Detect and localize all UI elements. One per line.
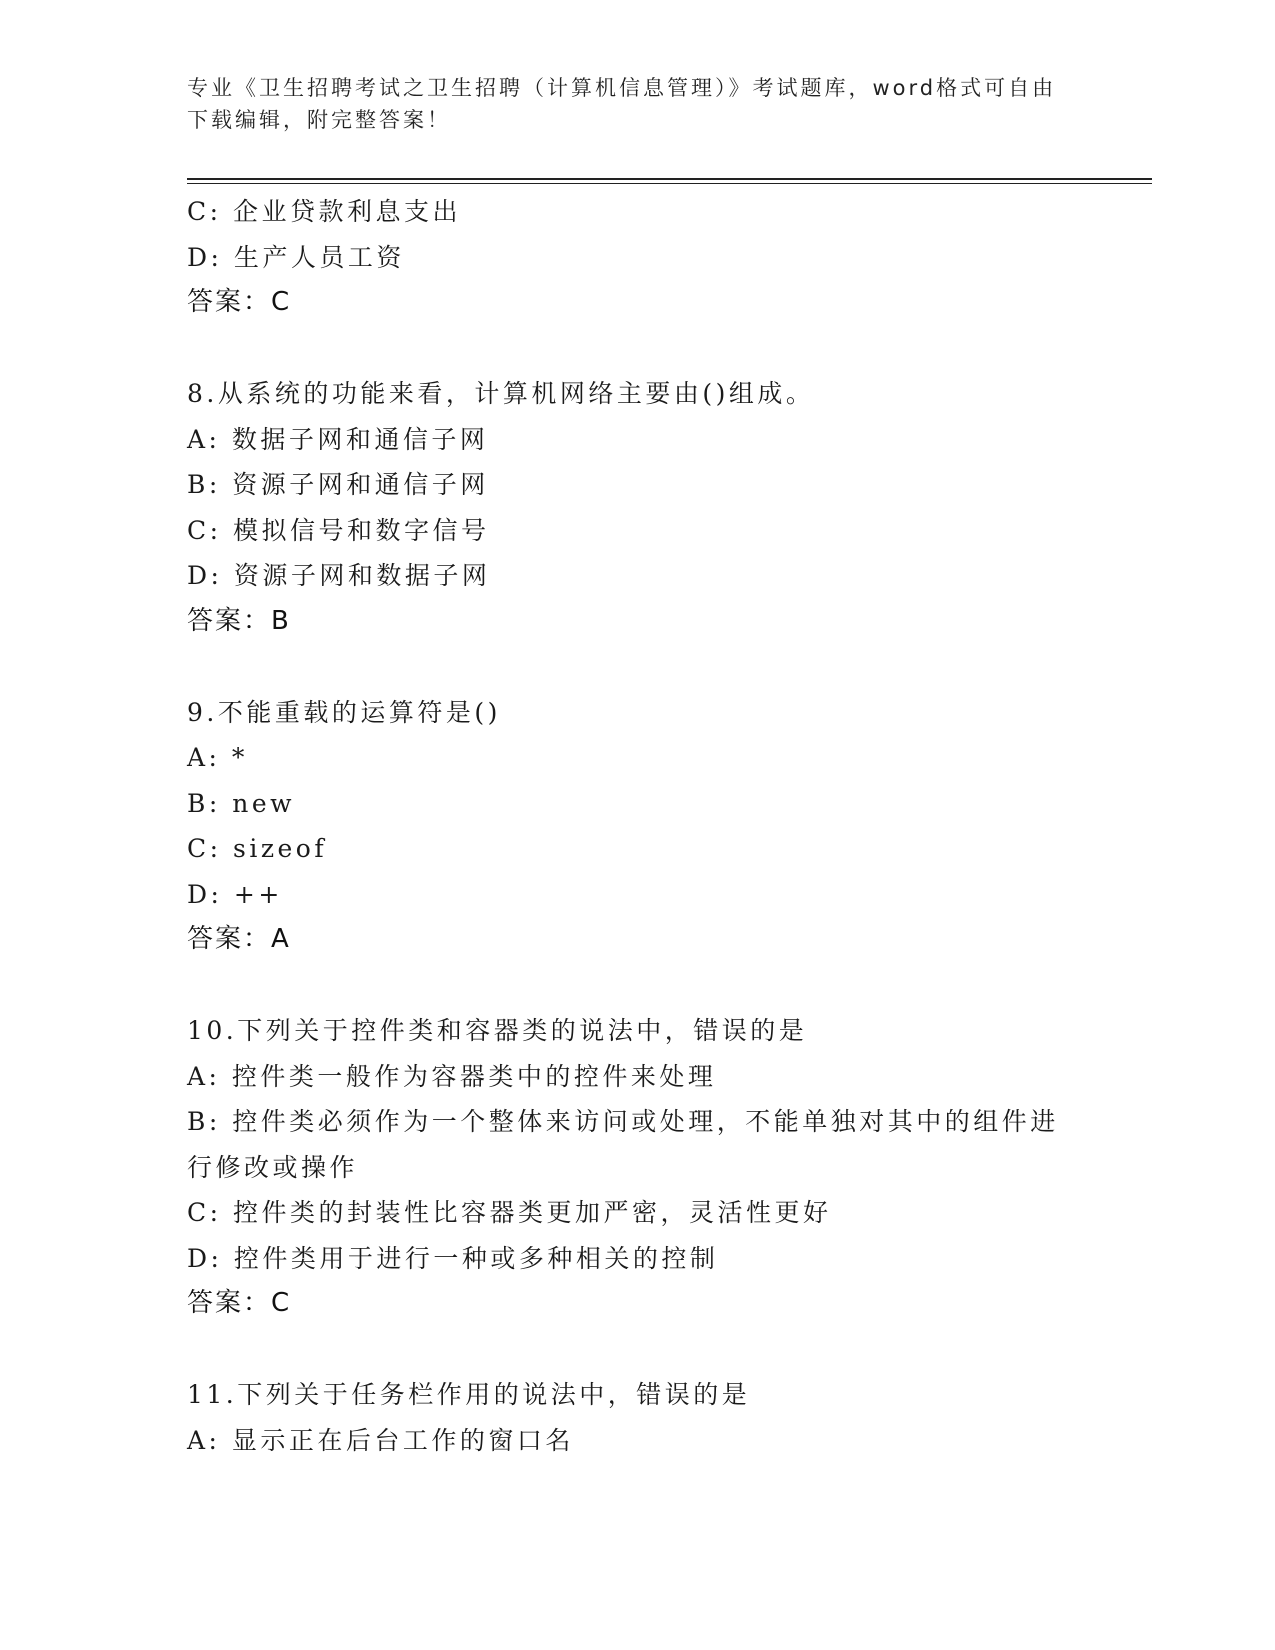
question-list — [187, 189, 1087, 1463]
option-d: D: 资源子网和数据子网 — [187, 561, 491, 590]
question-stem: 8.从系统的功能来看，计算机网络主要由()组成。 — [187, 379, 815, 408]
document-header — [187, 72, 1067, 136]
question-block-8 — [187, 371, 1087, 644]
header-intro-text: 专业《卫生招聘考试之卫生招聘（计算机信息管理）》考试题库，word格式可自由下载编辑，附完整答案！ — [187, 76, 1057, 132]
answer-text: 答案：A — [187, 924, 291, 954]
question-spacer — [187, 644, 1087, 690]
question-spacer — [187, 1327, 1087, 1373]
option-a: A: 显示正在后台工作的窗口名 — [187, 1425, 574, 1455]
option-a: A: * — [187, 743, 248, 772]
option-b: B: 资源子网和通信子网 — [187, 470, 489, 499]
option-c: C: 企业贷款利息支出 — [187, 197, 461, 226]
option-c: C: 控件类的封装性比容器类更加严密，灵活性更好 — [187, 1198, 832, 1227]
question-stem: 9.不能重载的运算符是() — [187, 697, 501, 727]
option-d: D: ++ — [187, 879, 283, 909]
option-c: C: sizeof — [187, 834, 328, 863]
option-a: A: 数据子网和通信子网 — [187, 424, 489, 454]
option-d: D: 控件类用于进行一种或多种相关的控制 — [187, 1243, 719, 1273]
question-block-10 — [187, 1008, 1087, 1327]
answer-text: 答案：C — [187, 1288, 292, 1318]
option-c: C: 模拟信号和数字信号 — [187, 515, 490, 545]
question-spacer — [187, 326, 1087, 372]
answer-text: 答案：B — [187, 605, 291, 636]
question-spacer — [187, 963, 1087, 1009]
header-divider — [187, 178, 1152, 184]
answer-text: 答案：C — [187, 287, 292, 317]
question-stem: 10.下列关于控件类和容器类的说法中，错误的是 — [187, 1016, 808, 1045]
option-b: B: 控件类必须作为一个整体来访问或处理，不能单独对其中的组件进行修改或操作 — [187, 1107, 1059, 1182]
option-d: D: 生产人员工资 — [187, 242, 405, 272]
question-block-9 — [187, 690, 1087, 963]
question-stem: 11.下列关于任务栏作用的说法中，错误的是 — [187, 1380, 751, 1409]
option-b: B: new — [187, 788, 296, 818]
question-block-11 — [187, 1372, 1087, 1463]
option-a: A: 控件类一般作为容器类中的控件来处理 — [187, 1061, 717, 1091]
question-block-7 — [187, 189, 1087, 326]
